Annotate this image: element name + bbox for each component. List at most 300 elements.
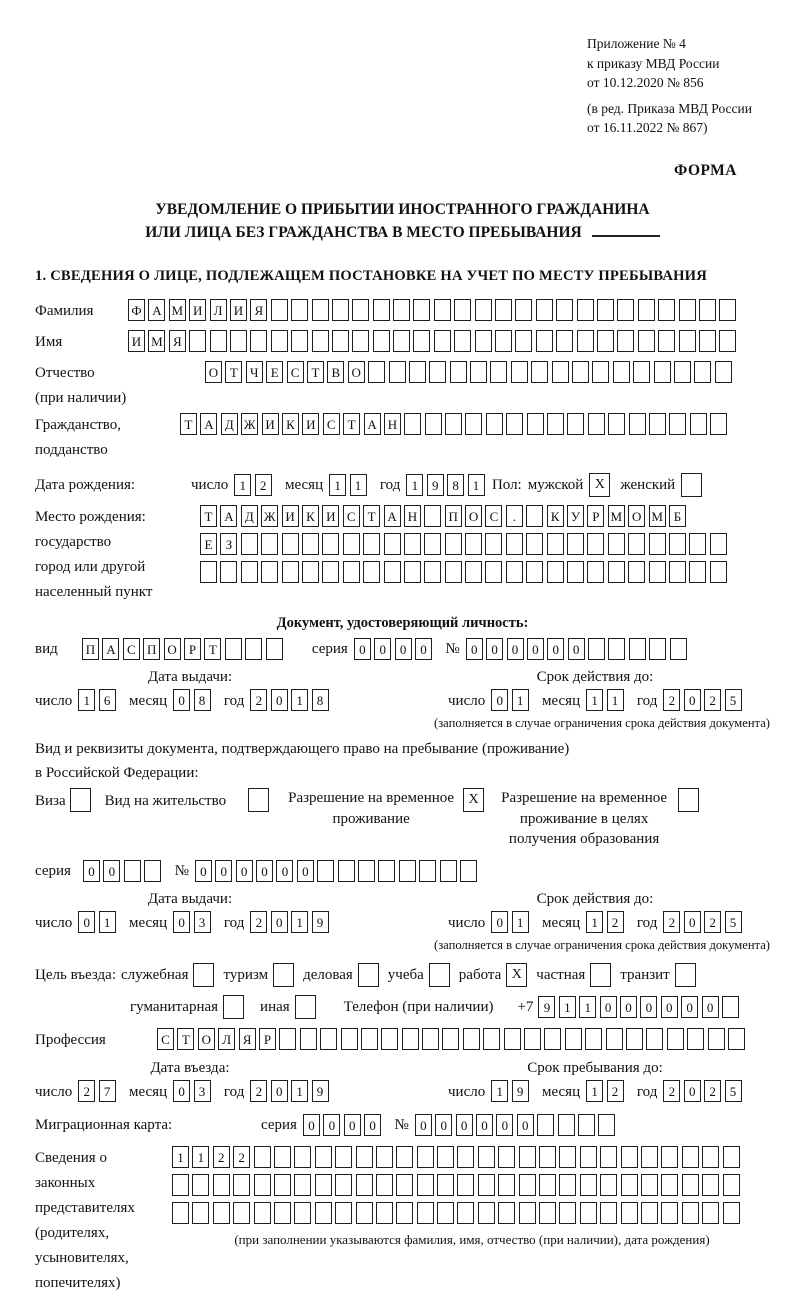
box-cell[interactable] [192,1174,209,1196]
box-cell[interactable] [368,361,385,383]
box-cell[interactable]: 0 [271,689,288,711]
box-cell[interactable] [687,1028,704,1050]
box-cell[interactable] [608,561,625,583]
box-cell[interactable] [567,413,584,435]
box-cell[interactable] [442,1028,459,1050]
box-cell[interactable] [617,330,634,352]
box-cell[interactable] [279,1028,296,1050]
residence-issue-day-boxes[interactable] [78,911,119,933]
box-cell[interactable]: 2 [213,1146,230,1168]
box-cell[interactable] [465,533,482,555]
purpose-tourism-checkbox[interactable] [273,963,294,987]
box-cell[interactable] [728,1028,745,1050]
box-cell[interactable]: 0 [78,911,95,933]
box-cell[interactable] [506,561,523,583]
box-cell[interactable] [597,330,614,352]
box-cell[interactable] [393,299,410,321]
box-cell[interactable]: 0 [173,689,190,711]
box-cell[interactable] [478,1146,495,1168]
box-cell[interactable] [544,1028,561,1050]
purpose-official-checkbox[interactable] [193,963,214,987]
box-cell[interactable] [457,1202,474,1224]
box-cell[interactable] [699,299,716,321]
box-cell[interactable] [621,1146,638,1168]
box-cell[interactable] [565,1028,582,1050]
box-cell[interactable]: А [384,505,401,527]
box-cell[interactable] [661,1146,678,1168]
box-cell[interactable]: 2 [607,911,624,933]
box-cell[interactable] [413,299,430,321]
migration-number-boxes[interactable] [415,1114,619,1136]
box-cell[interactable]: 0 [173,911,190,933]
box-cell[interactable] [694,361,711,383]
box-cell[interactable]: 0 [517,1114,534,1136]
box-cell[interactable]: И [189,299,206,321]
box-cell[interactable] [343,561,360,583]
box-cell[interactable] [559,1174,576,1196]
residence-issue-year-boxes[interactable] [250,911,332,933]
box-cell[interactable] [723,1146,740,1168]
box-cell[interactable]: Ж [241,413,258,435]
box-cell[interactable] [417,1202,434,1224]
box-cell[interactable] [396,1146,413,1168]
box-cell[interactable]: 0 [103,860,120,882]
representatives-line3-boxes[interactable] [172,1202,772,1224]
box-cell[interactable]: 2 [704,911,721,933]
box-cell[interactable]: У [567,505,584,527]
box-cell[interactable] [302,533,319,555]
box-cell[interactable]: 1 [172,1146,189,1168]
box-cell[interactable] [463,1028,480,1050]
box-cell[interactable] [335,1202,352,1224]
box-cell[interactable] [626,1028,643,1050]
box-cell[interactable] [495,330,512,352]
box-cell[interactable] [396,1174,413,1196]
temp-residence-checkbox[interactable]: X [463,788,484,812]
box-cell[interactable]: Н [404,505,421,527]
box-cell[interactable] [617,299,634,321]
box-cell[interactable] [600,1174,617,1196]
box-cell[interactable]: 1 [234,474,251,496]
box-cell[interactable]: 2 [255,474,272,496]
box-cell[interactable]: 0 [236,860,253,882]
box-cell[interactable]: 2 [704,1080,721,1102]
box-cell[interactable] [702,1174,719,1196]
box-cell[interactable] [498,1146,515,1168]
box-cell[interactable]: 0 [271,911,288,933]
box-cell[interactable]: 1 [99,911,116,933]
box-cell[interactable]: О [348,361,365,383]
box-cell[interactable]: 9 [427,474,444,496]
box-cell[interactable] [674,361,691,383]
box-cell[interactable] [424,533,441,555]
box-cell[interactable]: О [198,1028,215,1050]
box-cell[interactable] [641,1174,658,1196]
box-cell[interactable]: Л [218,1028,235,1050]
box-cell[interactable] [399,860,416,882]
box-cell[interactable] [723,1202,740,1224]
box-cell[interactable]: 0 [415,1114,432,1136]
box-cell[interactable] [621,1202,638,1224]
box-cell[interactable] [413,330,430,352]
box-cell[interactable] [689,533,706,555]
box-cell[interactable]: А [148,299,165,321]
box-cell[interactable] [552,361,569,383]
box-cell[interactable]: Т [363,505,380,527]
box-cell[interactable]: Т [180,413,197,435]
box-cell[interactable] [633,361,650,383]
box-cell[interactable]: С [123,638,140,660]
purpose-other-checkbox[interactable] [295,995,316,1019]
box-cell[interactable]: Т [343,413,360,435]
box-cell[interactable] [225,638,242,660]
box-cell[interactable]: 0 [303,1114,320,1136]
box-cell[interactable] [363,561,380,583]
box-cell[interactable] [547,561,564,583]
box-cell[interactable]: С [287,361,304,383]
box-cell[interactable]: 0 [476,1114,493,1136]
box-cell[interactable] [404,413,421,435]
box-cell[interactable]: К [282,413,299,435]
box-cell[interactable] [465,561,482,583]
box-cell[interactable]: М [148,330,165,352]
box-cell[interactable]: 0 [507,638,524,660]
box-cell[interactable] [294,1174,311,1196]
box-cell[interactable] [424,505,441,527]
box-cell[interactable] [356,1202,373,1224]
box-cell[interactable] [498,1202,515,1224]
box-cell[interactable]: 2 [250,1080,267,1102]
box-cell[interactable] [722,996,739,1018]
box-cell[interactable] [254,1146,271,1168]
box-cell[interactable] [585,1028,602,1050]
box-cell[interactable] [710,561,727,583]
box-cell[interactable]: 0 [256,860,273,882]
box-cell[interactable] [690,413,707,435]
box-cell[interactable] [524,1028,541,1050]
box-cell[interactable] [322,533,339,555]
box-cell[interactable] [393,330,410,352]
box-cell[interactable] [577,330,594,352]
box-cell[interactable] [556,299,573,321]
box-cell[interactable] [424,561,441,583]
box-cell[interactable] [335,1146,352,1168]
box-cell[interactable]: 1 [350,474,367,496]
box-cell[interactable]: О [628,505,645,527]
box-cell[interactable]: 9 [512,1080,529,1102]
box-cell[interactable]: Е [266,361,283,383]
box-cell[interactable] [315,1202,332,1224]
box-cell[interactable]: Я [250,299,267,321]
box-cell[interactable] [322,561,339,583]
box-cell[interactable] [699,330,716,352]
box-cell[interactable]: 0 [702,996,719,1018]
box-cell[interactable] [460,860,477,882]
box-cell[interactable]: Р [259,1028,276,1050]
box-cell[interactable] [689,561,706,583]
box-cell[interactable] [708,1028,725,1050]
box-cell[interactable] [578,1114,595,1136]
box-cell[interactable]: 0 [354,638,371,660]
entry-month-boxes[interactable] [173,1080,214,1102]
box-cell[interactable]: 0 [374,638,391,660]
box-cell[interactable]: 0 [466,638,483,660]
box-cell[interactable] [556,330,573,352]
box-cell[interactable] [567,561,584,583]
box-cell[interactable] [312,299,329,321]
box-cell[interactable] [558,1114,575,1136]
box-cell[interactable] [144,860,161,882]
box-cell[interactable] [527,413,544,435]
box-cell[interactable] [511,361,528,383]
box-cell[interactable] [373,299,390,321]
box-cell[interactable] [478,1174,495,1196]
birth-place-line3-boxes[interactable] [200,561,730,583]
box-cell[interactable] [233,1202,250,1224]
box-cell[interactable]: П [143,638,160,660]
box-cell[interactable] [646,1028,663,1050]
box-cell[interactable] [291,330,308,352]
box-cell[interactable]: И [322,505,339,527]
box-cell[interactable]: В [327,361,344,383]
box-cell[interactable] [654,361,671,383]
box-cell[interactable] [600,1146,617,1168]
doc-type-boxes[interactable] [82,638,286,660]
box-cell[interactable]: 8 [312,689,329,711]
box-cell[interactable] [592,361,609,383]
box-cell[interactable] [282,533,299,555]
box-cell[interactable] [641,1146,658,1168]
box-cell[interactable]: Ж [261,505,278,527]
box-cell[interactable] [638,330,655,352]
box-cell[interactable]: К [302,505,319,527]
box-cell[interactable] [539,1174,556,1196]
box-cell[interactable] [445,561,462,583]
purpose-private-checkbox[interactable] [590,963,611,987]
box-cell[interactable] [241,561,258,583]
box-cell[interactable] [361,1028,378,1050]
box-cell[interactable] [409,361,426,383]
box-cell[interactable] [587,561,604,583]
box-cell[interactable] [417,1146,434,1168]
box-cell[interactable]: И [230,299,247,321]
box-cell[interactable]: 0 [395,638,412,660]
box-cell[interactable]: 1 [491,1080,508,1102]
box-cell[interactable]: 0 [344,1114,361,1136]
box-cell[interactable]: 0 [415,638,432,660]
residence-valid-day-boxes[interactable] [491,911,532,933]
box-cell[interactable] [719,299,736,321]
box-cell[interactable] [378,860,395,882]
box-cell[interactable]: Д [221,413,238,435]
box-cell[interactable] [352,299,369,321]
box-cell[interactable] [629,638,646,660]
box-cell[interactable] [429,361,446,383]
given-name-boxes[interactable] [128,330,740,352]
birth-day-boxes[interactable] [234,474,275,496]
box-cell[interactable] [519,1174,536,1196]
box-cell[interactable]: С [485,505,502,527]
box-cell[interactable]: 2 [250,911,267,933]
doc-valid-month-boxes[interactable] [586,689,627,711]
box-cell[interactable]: Т [225,361,242,383]
box-cell[interactable] [628,561,645,583]
box-cell[interactable]: 1 [586,911,603,933]
box-cell[interactable] [606,1028,623,1050]
box-cell[interactable] [363,533,380,555]
box-cell[interactable]: 0 [486,638,503,660]
box-cell[interactable] [526,561,543,583]
box-cell[interactable] [300,1028,317,1050]
box-cell[interactable] [629,413,646,435]
box-cell[interactable] [559,1146,576,1168]
box-cell[interactable]: И [128,330,145,352]
box-cell[interactable] [519,1202,536,1224]
box-cell[interactable]: 1 [559,996,576,1018]
box-cell[interactable] [539,1146,556,1168]
box-cell[interactable]: И [262,413,279,435]
box-cell[interactable] [200,561,217,583]
box-cell[interactable] [172,1174,189,1196]
box-cell[interactable] [315,1174,332,1196]
phone-boxes[interactable] [538,996,742,1018]
box-cell[interactable]: 0 [600,996,617,1018]
box-cell[interactable] [485,533,502,555]
box-cell[interactable] [419,860,436,882]
gender-male-checkbox[interactable]: X [589,473,610,497]
box-cell[interactable] [597,299,614,321]
residence-permit-checkbox[interactable] [248,788,269,812]
box-cell[interactable] [356,1174,373,1196]
box-cell[interactable]: 5 [725,1080,742,1102]
box-cell[interactable] [519,1146,536,1168]
box-cell[interactable] [402,1028,419,1050]
box-cell[interactable]: О [465,505,482,527]
birth-place-line2-boxes[interactable] [200,533,730,555]
box-cell[interactable] [658,299,675,321]
box-cell[interactable] [404,561,421,583]
stay-day-boxes[interactable] [491,1080,532,1102]
box-cell[interactable] [715,361,732,383]
box-cell[interactable] [649,638,666,660]
box-cell[interactable] [710,533,727,555]
birth-year-boxes[interactable] [406,474,488,496]
doc-issue-month-boxes[interactable] [173,689,214,711]
box-cell[interactable] [454,299,471,321]
box-cell[interactable]: 3 [194,1080,211,1102]
box-cell[interactable] [124,860,141,882]
box-cell[interactable]: 5 [725,911,742,933]
box-cell[interactable] [475,330,492,352]
box-cell[interactable] [598,1114,615,1136]
box-cell[interactable] [192,1202,209,1224]
box-cell[interactable] [559,1202,576,1224]
box-cell[interactable] [384,533,401,555]
entry-year-boxes[interactable] [250,1080,332,1102]
box-cell[interactable] [440,860,457,882]
box-cell[interactable] [490,361,507,383]
box-cell[interactable]: 1 [291,1080,308,1102]
box-cell[interactable] [434,330,451,352]
box-cell[interactable]: 1 [329,474,346,496]
purpose-work-checkbox[interactable]: X [506,963,527,987]
box-cell[interactable]: 2 [663,1080,680,1102]
box-cell[interactable]: 0 [297,860,314,882]
box-cell[interactable] [531,361,548,383]
box-cell[interactable]: 0 [491,689,508,711]
box-cell[interactable]: 2 [704,689,721,711]
box-cell[interactable] [723,1174,740,1196]
box-cell[interactable]: Я [169,330,186,352]
box-cell[interactable]: Р [587,505,604,527]
box-cell[interactable] [291,299,308,321]
box-cell[interactable] [457,1146,474,1168]
box-cell[interactable]: П [82,638,99,660]
stay-month-boxes[interactable] [586,1080,627,1102]
box-cell[interactable] [445,413,462,435]
box-cell[interactable]: А [200,413,217,435]
box-cell[interactable]: 0 [323,1114,340,1136]
box-cell[interactable] [335,1174,352,1196]
box-cell[interactable] [465,413,482,435]
box-cell[interactable] [396,1202,413,1224]
box-cell[interactable]: Я [239,1028,256,1050]
box-cell[interactable]: Л [210,299,227,321]
box-cell[interactable] [338,860,355,882]
box-cell[interactable] [641,1202,658,1224]
box-cell[interactable] [389,361,406,383]
box-cell[interactable] [274,1202,291,1224]
box-cell[interactable]: Е [200,533,217,555]
box-cell[interactable] [261,533,278,555]
box-cell[interactable] [682,1146,699,1168]
box-cell[interactable]: Т [177,1028,194,1050]
box-cell[interactable] [649,561,666,583]
box-cell[interactable] [274,1174,291,1196]
box-cell[interactable] [719,330,736,352]
box-cell[interactable]: 0 [640,996,657,1018]
box-cell[interactable]: 0 [684,689,701,711]
box-cell[interactable] [454,330,471,352]
box-cell[interactable] [282,561,299,583]
box-cell[interactable]: 6 [99,689,116,711]
box-cell[interactable] [245,638,262,660]
box-cell[interactable] [506,413,523,435]
box-cell[interactable]: А [220,505,237,527]
box-cell[interactable] [254,1174,271,1196]
box-cell[interactable] [580,1174,597,1196]
box-cell[interactable] [425,413,442,435]
box-cell[interactable] [294,1146,311,1168]
box-cell[interactable]: 2 [250,689,267,711]
box-cell[interactable]: 0 [435,1114,452,1136]
box-cell[interactable] [189,330,206,352]
box-cell[interactable]: О [205,361,222,383]
doc-number-boxes[interactable] [466,638,690,660]
box-cell[interactable] [271,299,288,321]
box-cell[interactable]: 2 [663,689,680,711]
box-cell[interactable]: А [102,638,119,660]
box-cell[interactable] [457,1174,474,1196]
box-cell[interactable] [358,860,375,882]
citizenship-boxes[interactable] [180,413,731,435]
box-cell[interactable] [536,299,553,321]
residence-number-boxes[interactable] [195,860,480,882]
box-cell[interactable] [669,533,686,555]
box-cell[interactable]: 0 [684,1080,701,1102]
purpose-humanitarian-checkbox[interactable] [223,995,244,1019]
box-cell[interactable] [475,299,492,321]
